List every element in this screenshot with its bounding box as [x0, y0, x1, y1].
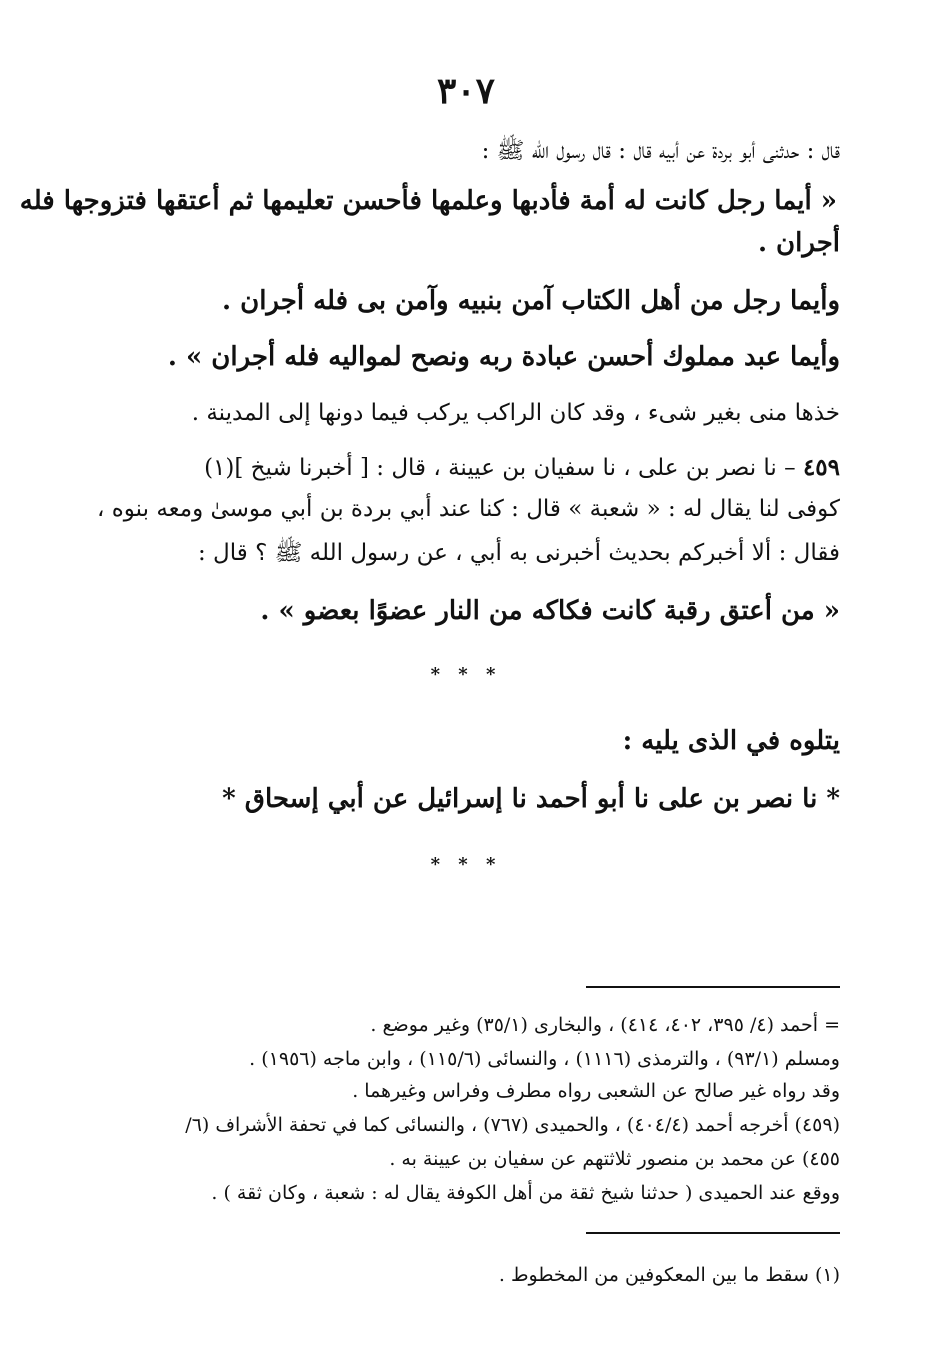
footnote-line: ٤٥٥) عن محمد بن منصور ثلاثتهم عن سفيان بن عيينة به .: [389, 1148, 840, 1170]
footnote-line: ووقع عند الحميدى ( حدثنا شيخ ثقة من أهل الكوفة يقال له : شعبة ، وكان ثقة ) .: [211, 1182, 840, 1204]
hadith-text-line: أجران .: [757, 228, 840, 258]
footnote-line: وقد رواه غير صالح عن الشعبى رواه مطرف وفراس وغيرهما .: [352, 1080, 840, 1102]
hadith-number: ٤٥٩: [802, 454, 840, 481]
text-line: قال : حدثنى أبو بردة عن أبيه قال : قال رسول الله ﷺ :: [481, 138, 840, 164]
footnote-rule: [586, 1232, 840, 1234]
hadith-459-line-3: فقال : ألا أخبركم بحديث أخبرنى به أبي ، عن رسول الله ﷺ ؟ قال :: [197, 540, 840, 566]
footnote-rule: [586, 986, 840, 988]
footnote-line: (٤٥٩) أخرجه أحمد (٤٠٤/٤) ، والحميدى (٧٦٧) ، والنسائى كما في تحفة الأشراف (٦/: [185, 1114, 840, 1136]
footnote-1: (١) سقط ما بين المعكوفين من المخطوط .: [498, 1264, 840, 1286]
separator: * * *: [430, 664, 502, 685]
footnote-line: = أحمد (٤/ ٣٩٥، ٤٠٢، ٤١٤) ، والبخارى (٣٥/١) وغير موضع .: [370, 1014, 840, 1036]
hadith-text-line: وأيما عبد مملوك أحسن عبادة ربه ونصح لمواليه فله أجران » .: [167, 342, 840, 372]
hadith-459-quote: « من أعتق رقبة كانت فكاكه من النار عضوًا بعضو » .: [260, 596, 840, 626]
next-heading: يتلوه في الذى يليه :: [622, 726, 840, 756]
text-line: خذها منى بغير شىء ، وقد كان الراكب يركب فيما دونها إلى المدينة .: [191, 400, 840, 426]
hadith-text-line: « أيما رجل كانت له أمة فأدبها وعلمها فأحسن تعليمها ثم أعتقها فتزوجها فله: [19, 186, 837, 216]
hadith-459-line-1: [204, 454, 840, 481]
hadith-459-text: – نا نصر بن على ، نا سفيان بن عيينة ، قال : [ أخبرنا شيخ ](١): [204, 455, 796, 481]
footnote-line: ومسلم (٩٣/١) ، والترمذى (١١١٦) ، والنسائى (١١٥/٦) ، وابن ماجه (١٩٥٦) .: [249, 1048, 840, 1070]
separator: * * *: [430, 854, 502, 875]
hadith-text-line: وأيما رجل من أهل الكتاب آمن بنبيه وآمن بى فله أجران .: [222, 286, 840, 316]
page-number: ٣٠٧: [436, 70, 495, 112]
hadith-459-line-2: كوفى لنا يقال له : « شعبة » قال : كنا عند أبي بردة بن أبي موسىٰ ومعه بنوه ،: [97, 496, 840, 522]
next-text: * نا نصر بن على نا أبو أحمد نا إسرائيل عن أبي إسحاق *: [222, 784, 840, 814]
